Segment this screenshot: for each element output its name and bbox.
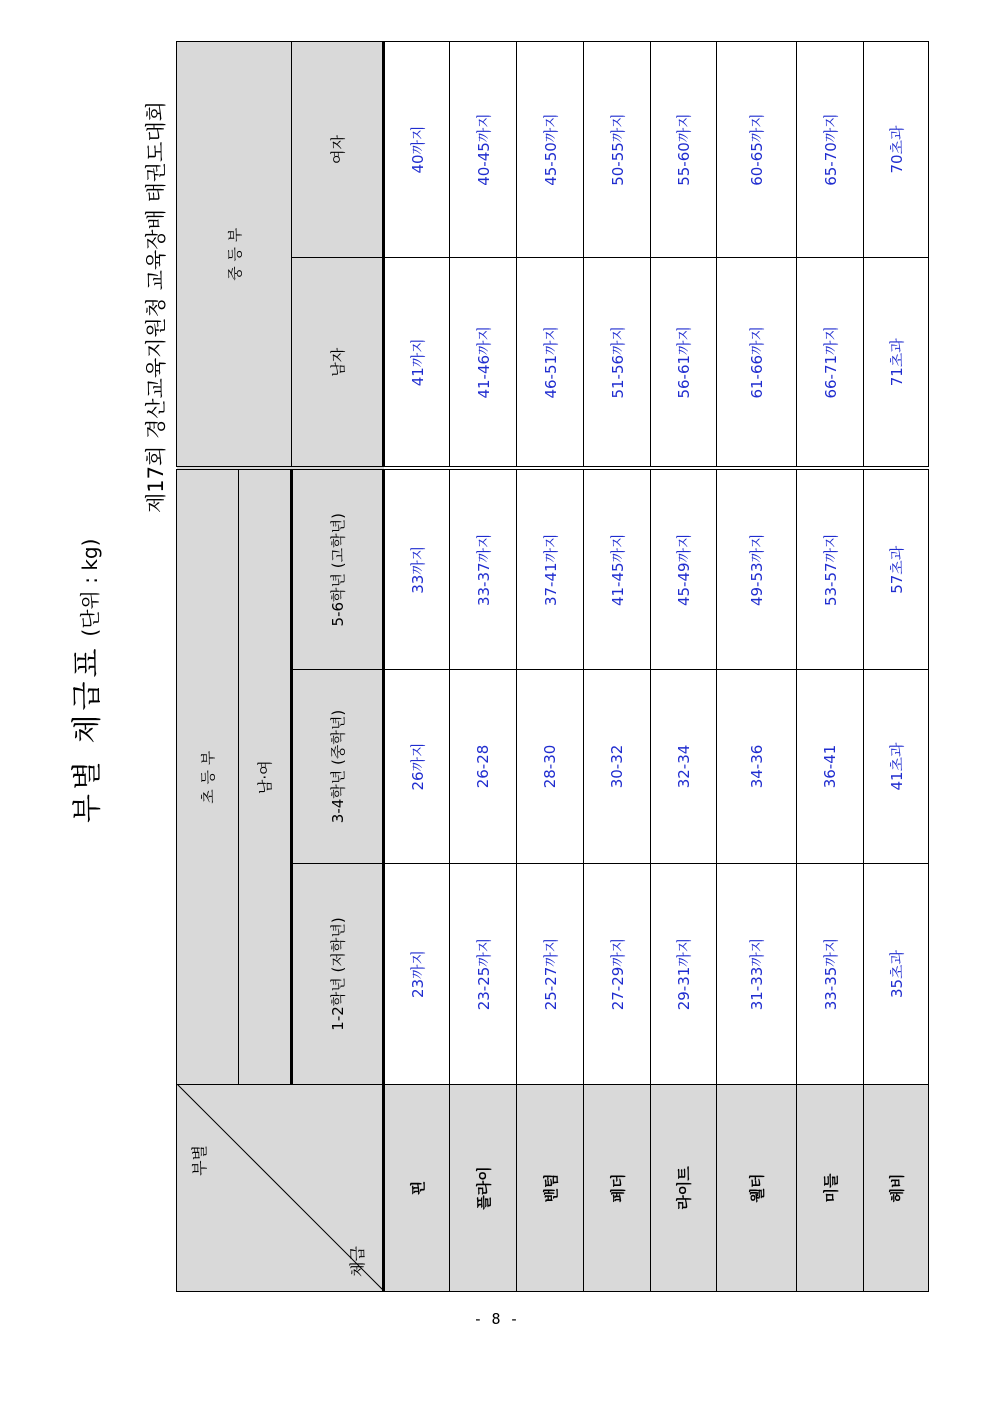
value-grade-1-2: 35초과 — [864, 864, 929, 1085]
page-title — [62, 539, 106, 823]
value-grade-5-6: 45-49까지 — [651, 469, 717, 670]
weight-class-name: 미들 — [797, 1085, 864, 1292]
table-row — [717, 42, 797, 1292]
grade-5-6-header: 5-6학년 (고학년) — [292, 469, 384, 670]
value-grade-3-4: 41초과 — [864, 670, 929, 864]
value-grade-1-2: 33-35까지 — [797, 864, 864, 1085]
value-male: 41-46까지 — [450, 258, 517, 469]
value-female: 40-45까지 — [450, 42, 517, 258]
value-grade-1-2: 23까지 — [384, 864, 450, 1085]
table-row — [384, 42, 450, 1292]
weight-class-name: 핀 — [384, 1085, 450, 1292]
value-grade-5-6: 57초과 — [864, 469, 929, 670]
elementary-gender-header: 남·여 — [239, 469, 292, 1085]
corner-label-division: 부별 — [190, 1145, 209, 1176]
male-header: 남자 — [292, 258, 384, 469]
value-grade-3-4: 26-28 — [450, 670, 517, 864]
value-grade-5-6: 37-41까지 — [517, 469, 584, 670]
table-row — [651, 42, 717, 1292]
value-female: 55-60까지 — [651, 42, 717, 258]
table-row — [450, 42, 517, 1292]
value-grade-5-6: 41-45까지 — [584, 469, 651, 670]
value-male: 71초과 — [864, 258, 929, 469]
value-female: 70초과 — [864, 42, 929, 258]
weight-class-table — [176, 41, 929, 1292]
value-grade-3-4: 26까지 — [384, 670, 450, 864]
value-female: 65-70까지 — [797, 42, 864, 258]
value-grade-1-2: 25-27까지 — [517, 864, 584, 1085]
corner-label-class: 체급 — [348, 1246, 367, 1277]
value-female: 45-50까지 — [517, 42, 584, 258]
female-header: 여자 — [292, 42, 384, 258]
weight-class-name: 라이트 — [651, 1085, 717, 1292]
value-male: 66-71까지 — [797, 258, 864, 469]
value-grade-5-6: 33까지 — [384, 469, 450, 670]
value-female: 50-55까지 — [584, 42, 651, 258]
competition-subtitle: 제17회 경산교육지원청 교육장배 태권도대회 — [144, 101, 168, 513]
grade-3-4-header: 3-4학년 (중학년) — [292, 670, 384, 864]
value-female: 60-65까지 — [717, 42, 797, 258]
grade-1-2-header: 1-2학년 (저학년) — [292, 864, 384, 1085]
elementary-division-header: 초 등 부 — [177, 469, 239, 1085]
value-grade-3-4: 36-41 — [797, 670, 864, 864]
value-grade-3-4: 28-30 — [517, 670, 584, 864]
value-grade-3-4: 30-32 — [584, 670, 651, 864]
value-grade-5-6: 49-53까지 — [717, 469, 797, 670]
corner-header-cell — [177, 1085, 384, 1292]
value-grade-5-6: 33-37까지 — [450, 469, 517, 670]
table-row — [584, 42, 651, 1292]
value-grade-1-2: 29-31까지 — [651, 864, 717, 1085]
value-grade-3-4: 32-34 — [651, 670, 717, 864]
value-female: 40까지 — [384, 42, 450, 258]
value-male: 56-61까지 — [651, 258, 717, 469]
value-grade-3-4: 34-36 — [717, 670, 797, 864]
value-grade-5-6: 53-57까지 — [797, 469, 864, 670]
page-number: - 8 - — [473, 1310, 519, 1328]
unit-text: (단위 : kg) — [78, 538, 102, 637]
table-row — [517, 42, 584, 1292]
table-row — [864, 42, 929, 1292]
title-text: 부별 체급표 — [70, 644, 105, 823]
value-grade-1-2: 23-25까지 — [450, 864, 517, 1085]
value-male: 41까지 — [384, 258, 450, 469]
value-male: 61-66까지 — [717, 258, 797, 469]
value-male: 46-51까지 — [517, 258, 584, 469]
value-grade-1-2: 31-33까지 — [717, 864, 797, 1085]
weight-class-name: 웰터 — [717, 1085, 797, 1292]
weight-class-name: 헤비 — [864, 1085, 929, 1292]
value-male: 51-56까지 — [584, 258, 651, 469]
weight-class-name: 플라이 — [450, 1085, 517, 1292]
table-row — [797, 42, 864, 1292]
weight-class-name: 페더 — [584, 1085, 651, 1292]
weight-class-name: 밴텀 — [517, 1085, 584, 1292]
value-grade-1-2: 27-29까지 — [584, 864, 651, 1085]
middle-division-header: 중 등 부 — [177, 42, 292, 469]
